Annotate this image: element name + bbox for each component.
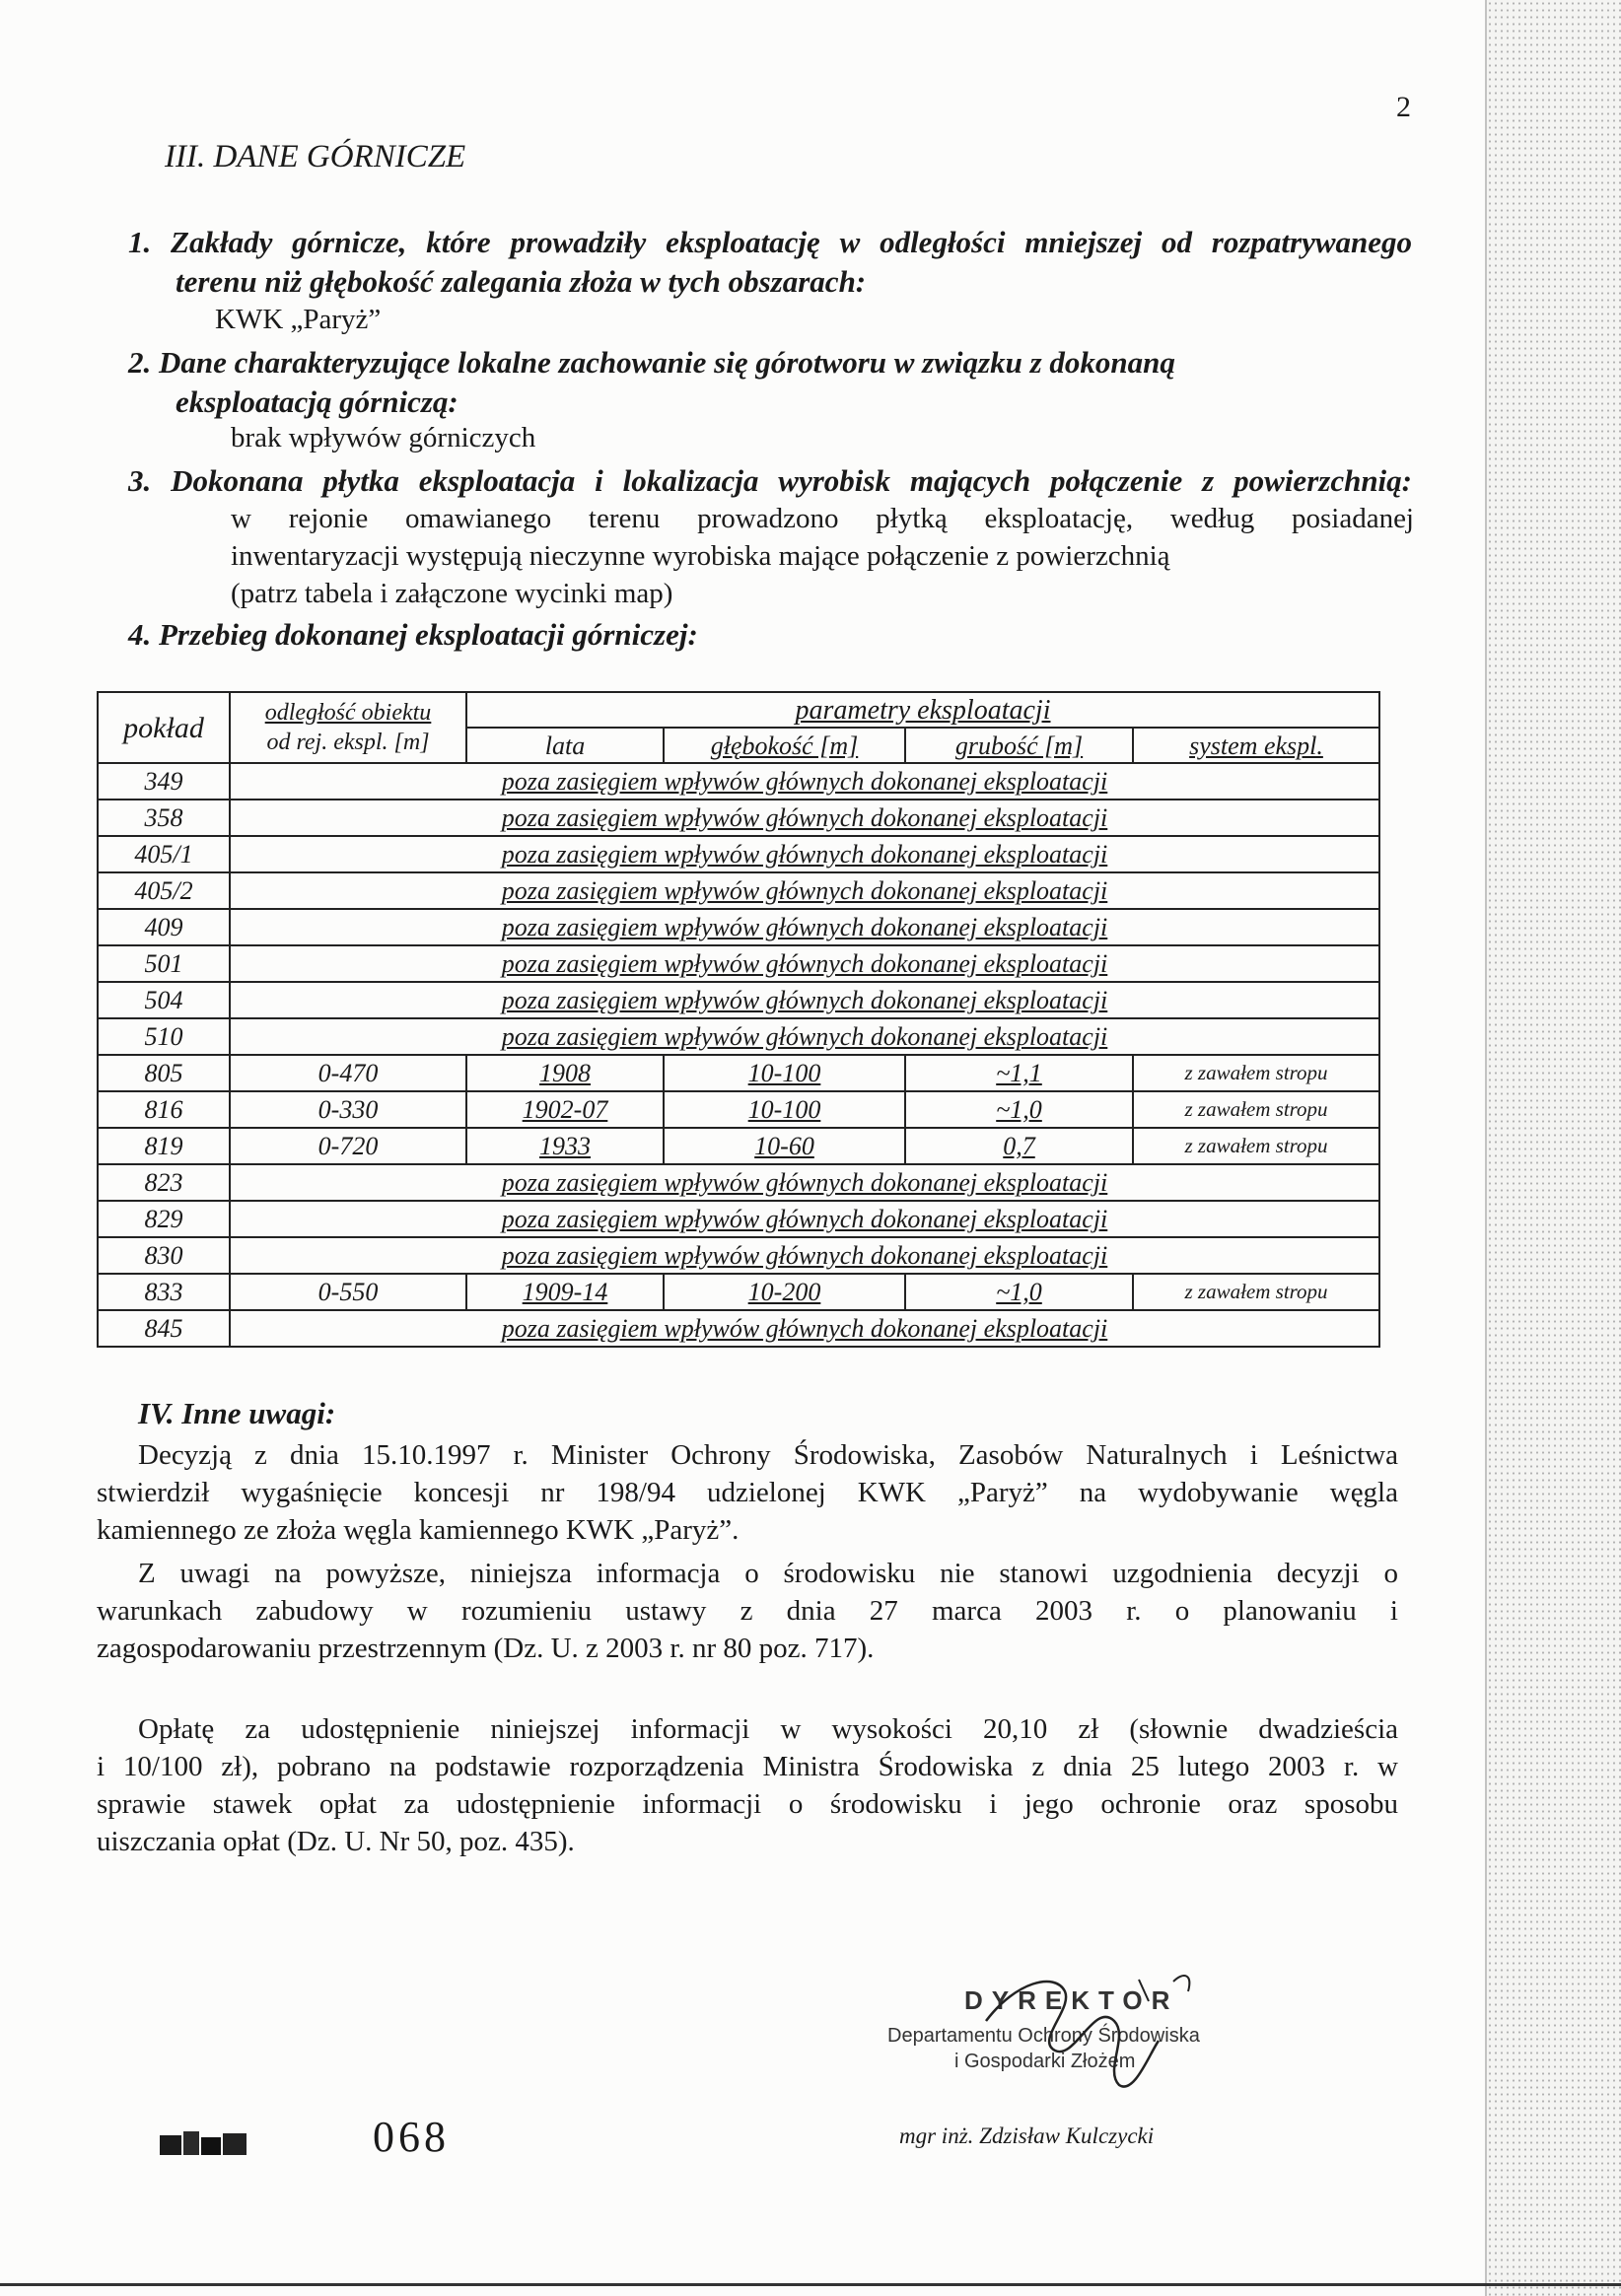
table-row <box>98 872 1379 909</box>
scan-smudge-mark <box>158 2125 252 2159</box>
cell-lata: 1909-14 <box>466 1274 664 1310</box>
section-heading-mining-data: III. DANE GÓRNICZE <box>165 139 466 174</box>
cell-poklad: 833 <box>98 1274 230 1310</box>
table-row <box>98 945 1379 982</box>
item4-line1: 4. Przebieg dokonanej eksploatacji górniczej: <box>128 617 698 652</box>
table-row <box>98 1164 1379 1201</box>
header-glebokosc: głębokość [m] <box>664 728 905 763</box>
mining-exploitation-table <box>97 691 1380 1348</box>
cell-glebokosc: 10-100 <box>664 1055 905 1091</box>
item1-line2: terenu niż głębokość zalegania złoża w tych obszarach: <box>176 264 867 299</box>
cell-grubosc: ~1,0 <box>905 1274 1133 1310</box>
table-row <box>98 763 1379 800</box>
cell-odleglosc: 0-330 <box>230 1091 466 1128</box>
scanned-page-edge <box>1487 0 1621 2296</box>
cell-poklad: 405/1 <box>98 836 230 872</box>
paragraph-fee-line1: Opłatę za udostępnienie niniejszej informacji w wysokości 20,10 zł (słownie dwadzieścia <box>138 1713 1398 1745</box>
paragraph-decision-line3: kamiennego ze złoża węgla kamiennego KWK „Paryż”. <box>97 1514 740 1546</box>
header-odleglosc-line2: od rej. ekspl. [m] <box>266 730 430 755</box>
cell-grubosc: ~1,1 <box>905 1055 1133 1091</box>
cell-note: poza zasięgiem wpływów głównych dokonanej eksploatacji <box>230 982 1379 1018</box>
item1-line1: 1. Zakłady górnicze, które prowadziły eksploatację w odległości mniejszej od rozpatrywanego <box>128 225 1412 259</box>
paragraph-decision-line1: Decyzją z dnia 15.10.1997 r. Minister Ochrony Środowiska, Zasobów Naturalnych i Leśnictwa <box>138 1439 1398 1471</box>
table-row <box>98 909 1379 945</box>
cell-system: z zawałem stropu <box>1133 1128 1379 1164</box>
cell-poklad: 845 <box>98 1310 230 1347</box>
item2-line2: eksploatacją górniczą: <box>176 384 458 419</box>
cell-system: z zawałem stropu <box>1133 1055 1379 1091</box>
table-row <box>98 1237 1379 1274</box>
stamp-department-line2: i Gospodarki Złożem <box>954 2051 1136 2072</box>
paragraph-fee-line2: i 10/100 zł), pobrano na podstawie rozporządzenia Ministra Środowiska z dnia 25 lutego 2003 r. w <box>97 1751 1398 1782</box>
cell-poklad: 819 <box>98 1128 230 1164</box>
stamp-title: DYREKTOR <box>964 1985 1179 2015</box>
item2-answer: brak wpływów górniczych <box>231 422 536 453</box>
item1-answer: KWK „Paryż” <box>215 304 382 335</box>
table-row <box>98 800 1379 836</box>
bottom-scan-line <box>0 2283 1621 2286</box>
section-heading-other-notes: IV. Inne uwagi: <box>138 1396 336 1430</box>
table-row <box>98 1055 1379 1091</box>
header-odleglosc-line1: odległość obiektu <box>264 700 432 726</box>
cell-poklad: 405/2 <box>98 872 230 909</box>
table-row <box>98 1274 1379 1310</box>
cell-lata: 1933 <box>466 1128 664 1164</box>
cell-odleglosc: 0-720 <box>230 1128 466 1164</box>
cell-poklad: 349 <box>98 763 230 800</box>
table-row <box>98 982 1379 1018</box>
cell-glebokosc: 10-100 <box>664 1091 905 1128</box>
cell-poklad: 504 <box>98 982 230 1018</box>
cell-lata: 1908 <box>466 1055 664 1091</box>
cell-odleglosc: 0-550 <box>230 1274 466 1310</box>
stamp-signatory-name: mgr inż. Zdzisław Kulczycki <box>899 2123 1155 2148</box>
footer-number: 068 <box>373 2113 450 2161</box>
cell-poklad: 358 <box>98 800 230 836</box>
cell-grubosc: ~1,0 <box>905 1091 1133 1128</box>
table-row <box>98 1201 1379 1237</box>
cell-note: poza zasięgiem wpływów głównych dokonanej eksploatacji <box>230 1310 1379 1347</box>
table-row <box>98 1018 1379 1055</box>
cell-poklad: 510 <box>98 1018 230 1055</box>
cell-poklad: 816 <box>98 1091 230 1128</box>
header-system: system ekspl. <box>1133 728 1379 763</box>
cell-glebokosc: 10-60 <box>664 1128 905 1164</box>
cell-note: poza zasięgiem wpływów głównych dokonanej eksploatacji <box>230 945 1379 982</box>
table-row <box>98 1128 1379 1164</box>
paragraph-fee-line3: sprawie stawek opłat za udostępnienie informacji o środowisku i jego ochronie oraz sposobu <box>97 1788 1398 1820</box>
item3-answer-line1: w rejonie omawianego terenu prowadzono płytką eksploatację, według posiadanej <box>231 503 1414 534</box>
header-lata: lata <box>466 728 664 763</box>
paragraph-remark-line2: warunkach zabudowy w rozumieniu ustawy z dnia 27 marca 2003 r. o planowaniu i <box>97 1595 1398 1627</box>
cell-glebokosc: 10-200 <box>664 1274 905 1310</box>
stamp-department: Departamentu Ochrony Środowiska <box>887 2025 1200 2047</box>
table-row <box>98 1091 1379 1128</box>
cell-poklad: 823 <box>98 1164 230 1201</box>
header-poklad: pokład <box>98 692 230 763</box>
handwritten-signature <box>947 1962 1242 2110</box>
page-number: 2 <box>1396 91 1411 123</box>
paragraph-remark-line3: zagospodarowaniu przestrzennym (Dz. U. z 2003 r. nr 80 poz. 717). <box>97 1633 875 1664</box>
cell-note: poza zasięgiem wpływów głównych dokonanej eksploatacji <box>230 836 1379 872</box>
header-odleglosc <box>230 692 466 763</box>
cell-note: poza zasięgiem wpływów głównych dokonanej eksploatacji <box>230 1018 1379 1055</box>
item3-answer-line2: inwentaryzacji występują nieczynne wyrobiska mające połączenie z powierzchnią <box>231 540 1170 572</box>
table-row <box>98 836 1379 872</box>
cell-note: poza zasięgiem wpływów głównych dokonanej eksploatacji <box>230 800 1379 836</box>
cell-poklad: 409 <box>98 909 230 945</box>
table-body <box>98 763 1379 1347</box>
cell-note: poza zasięgiem wpływów głównych dokonanej eksploatacji <box>230 872 1379 909</box>
cell-note: poza zasięgiem wpływów głównych dokonanej eksploatacji <box>230 909 1379 945</box>
paragraph-remark-line1: Z uwagi na powyższe, niniejsza informacja o środowisku nie stanowi uzgodnienia decyzji o <box>138 1558 1398 1589</box>
cell-note: poza zasięgiem wpływów głównych dokonanej eksploatacji <box>230 1201 1379 1237</box>
page-edge-line <box>1485 0 1487 2296</box>
cell-system: z zawałem stropu <box>1133 1091 1379 1128</box>
cell-odleglosc: 0-470 <box>230 1055 466 1091</box>
cell-lata: 1902-07 <box>466 1091 664 1128</box>
cell-poklad: 830 <box>98 1237 230 1274</box>
paragraph-fee-line4: uiszczania opłat (Dz. U. Nr 50, poz. 435). <box>97 1826 575 1857</box>
header-parametry: parametry eksploatacji <box>466 692 1379 728</box>
cell-note: poza zasięgiem wpływów głównych dokonanej eksploatacji <box>230 763 1379 800</box>
paragraph-decision-line2: stwierdził wygaśnięcie koncesji nr 198/94 udzielonej KWK „Paryż” na wydobywanie węgla <box>97 1477 1398 1508</box>
header-grubosc: grubość [m] <box>905 728 1133 763</box>
item3-line1: 3. Dokonana płytka eksploatacja i lokalizacja wyrobisk mających połączenie z powierzchnią: <box>128 463 1412 498</box>
cell-poklad: 501 <box>98 945 230 982</box>
cell-poklad: 829 <box>98 1201 230 1237</box>
cell-poklad: 805 <box>98 1055 230 1091</box>
table-row <box>98 1310 1379 1347</box>
item3-answer-line3: (patrz tabela i załączone wycinki map) <box>231 578 673 609</box>
cell-system: z zawałem stropu <box>1133 1274 1379 1310</box>
cell-note: poza zasięgiem wpływów głównych dokonanej eksploatacji <box>230 1237 1379 1274</box>
item2-line1: 2. Dane charakteryzujące lokalne zachowanie się górotworu w związku z dokonaną <box>128 345 1175 380</box>
cell-note: poza zasięgiem wpływów głównych dokonanej eksploatacji <box>230 1164 1379 1201</box>
cell-grubosc: 0,7 <box>905 1128 1133 1164</box>
